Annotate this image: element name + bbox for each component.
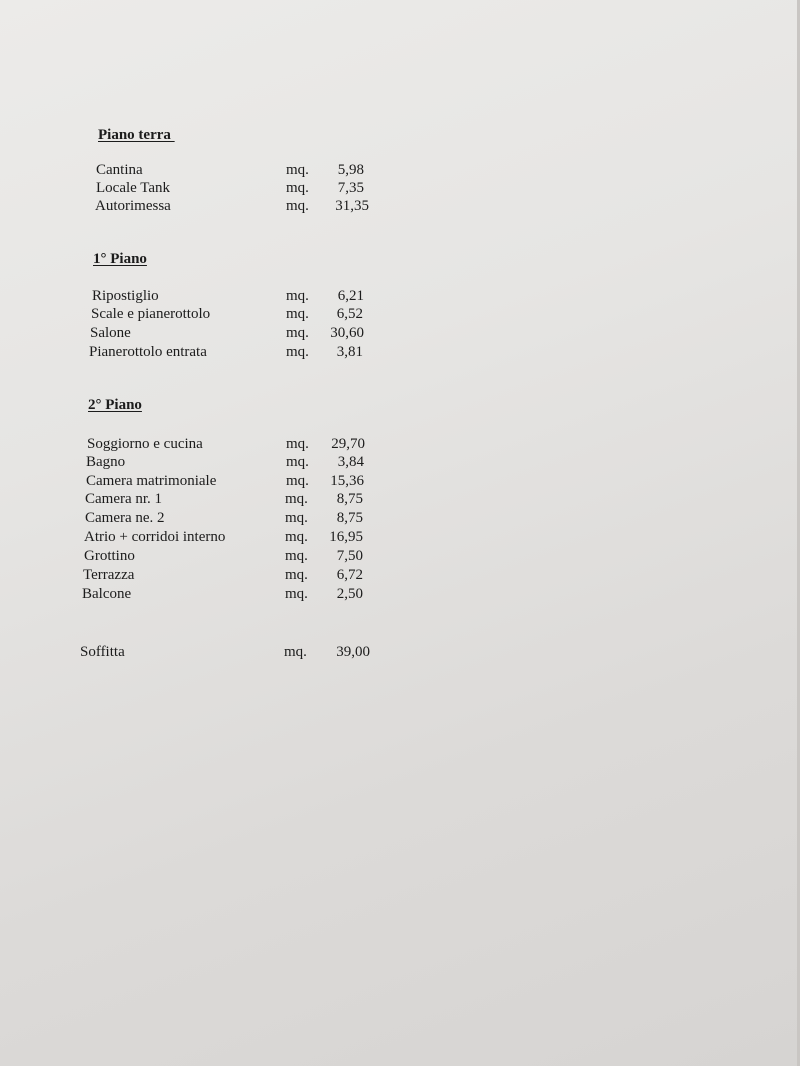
area-value: 7,35 [337, 180, 364, 196]
area-value: 6,72 [336, 567, 363, 583]
room-label: Atrio + corridoi interno [84, 529, 226, 545]
room-label: Soggiorno e cucina [87, 436, 203, 452]
area-value: 3,81 [336, 344, 363, 360]
area-value: 29,70 [331, 436, 365, 452]
area-value: 3,84 [337, 454, 364, 470]
area-value: 6,21 [337, 288, 364, 304]
room-label: Pianerottolo entrata [89, 344, 207, 360]
area-value: 2,50 [336, 586, 363, 602]
room-label: Cantina [96, 162, 143, 178]
unit-label: mq. [286, 473, 309, 489]
unit-label: mq. [285, 510, 308, 526]
unit-label: mq. [285, 548, 308, 564]
section-heading-1-piano: 1° Piano [93, 251, 147, 267]
room-label: Bagno [86, 454, 126, 470]
unit-label: mq. [285, 586, 308, 602]
unit-label: mq. [286, 325, 309, 341]
area-value: 8,75 [336, 510, 363, 526]
area-value: 5,98 [337, 162, 364, 178]
unit-label: mq. [286, 198, 309, 214]
unit-label: mq. [285, 529, 308, 545]
unit-label: mq. [285, 567, 308, 583]
unit-label: mq. [286, 344, 309, 360]
unit-label: mq. [284, 644, 307, 660]
room-label: Grottino [84, 548, 135, 564]
unit-label: mq. [286, 306, 309, 322]
room-label: Camera ne. 2 [85, 510, 165, 526]
room-label: Autorimessa [95, 198, 171, 214]
room-label: Locale Tank [96, 180, 171, 196]
unit-label: mq. [286, 436, 309, 452]
unit-label: mq. [286, 180, 309, 196]
room-label: Ripostiglio [92, 288, 159, 304]
section-heading-piano-terra: Piano terra [98, 127, 175, 143]
area-value: 30,60 [330, 325, 364, 341]
section-heading-2-piano: 2° Piano [88, 397, 142, 413]
area-value: 7,50 [336, 548, 363, 564]
unit-label: mq. [286, 288, 309, 304]
unit-label: mq. [286, 162, 309, 178]
area-value: 31,35 [335, 198, 369, 214]
room-label: Balcone [82, 586, 132, 602]
unit-label: mq. [285, 491, 308, 507]
room-label: Camera nr. 1 [85, 491, 163, 507]
room-label: Scale e pianerottolo [91, 306, 211, 322]
area-value: 16,95 [329, 529, 363, 545]
room-label: Soffitta [80, 644, 125, 660]
area-value: 6,52 [336, 306, 363, 322]
unit-label: mq. [286, 454, 309, 470]
area-value: 39,00 [336, 644, 370, 660]
room-label: Terrazza [83, 567, 135, 583]
room-label: Camera matrimoniale [86, 473, 217, 489]
room-label: Salone [90, 325, 131, 341]
area-value: 15,36 [330, 473, 364, 489]
area-value: 8,75 [336, 491, 363, 507]
